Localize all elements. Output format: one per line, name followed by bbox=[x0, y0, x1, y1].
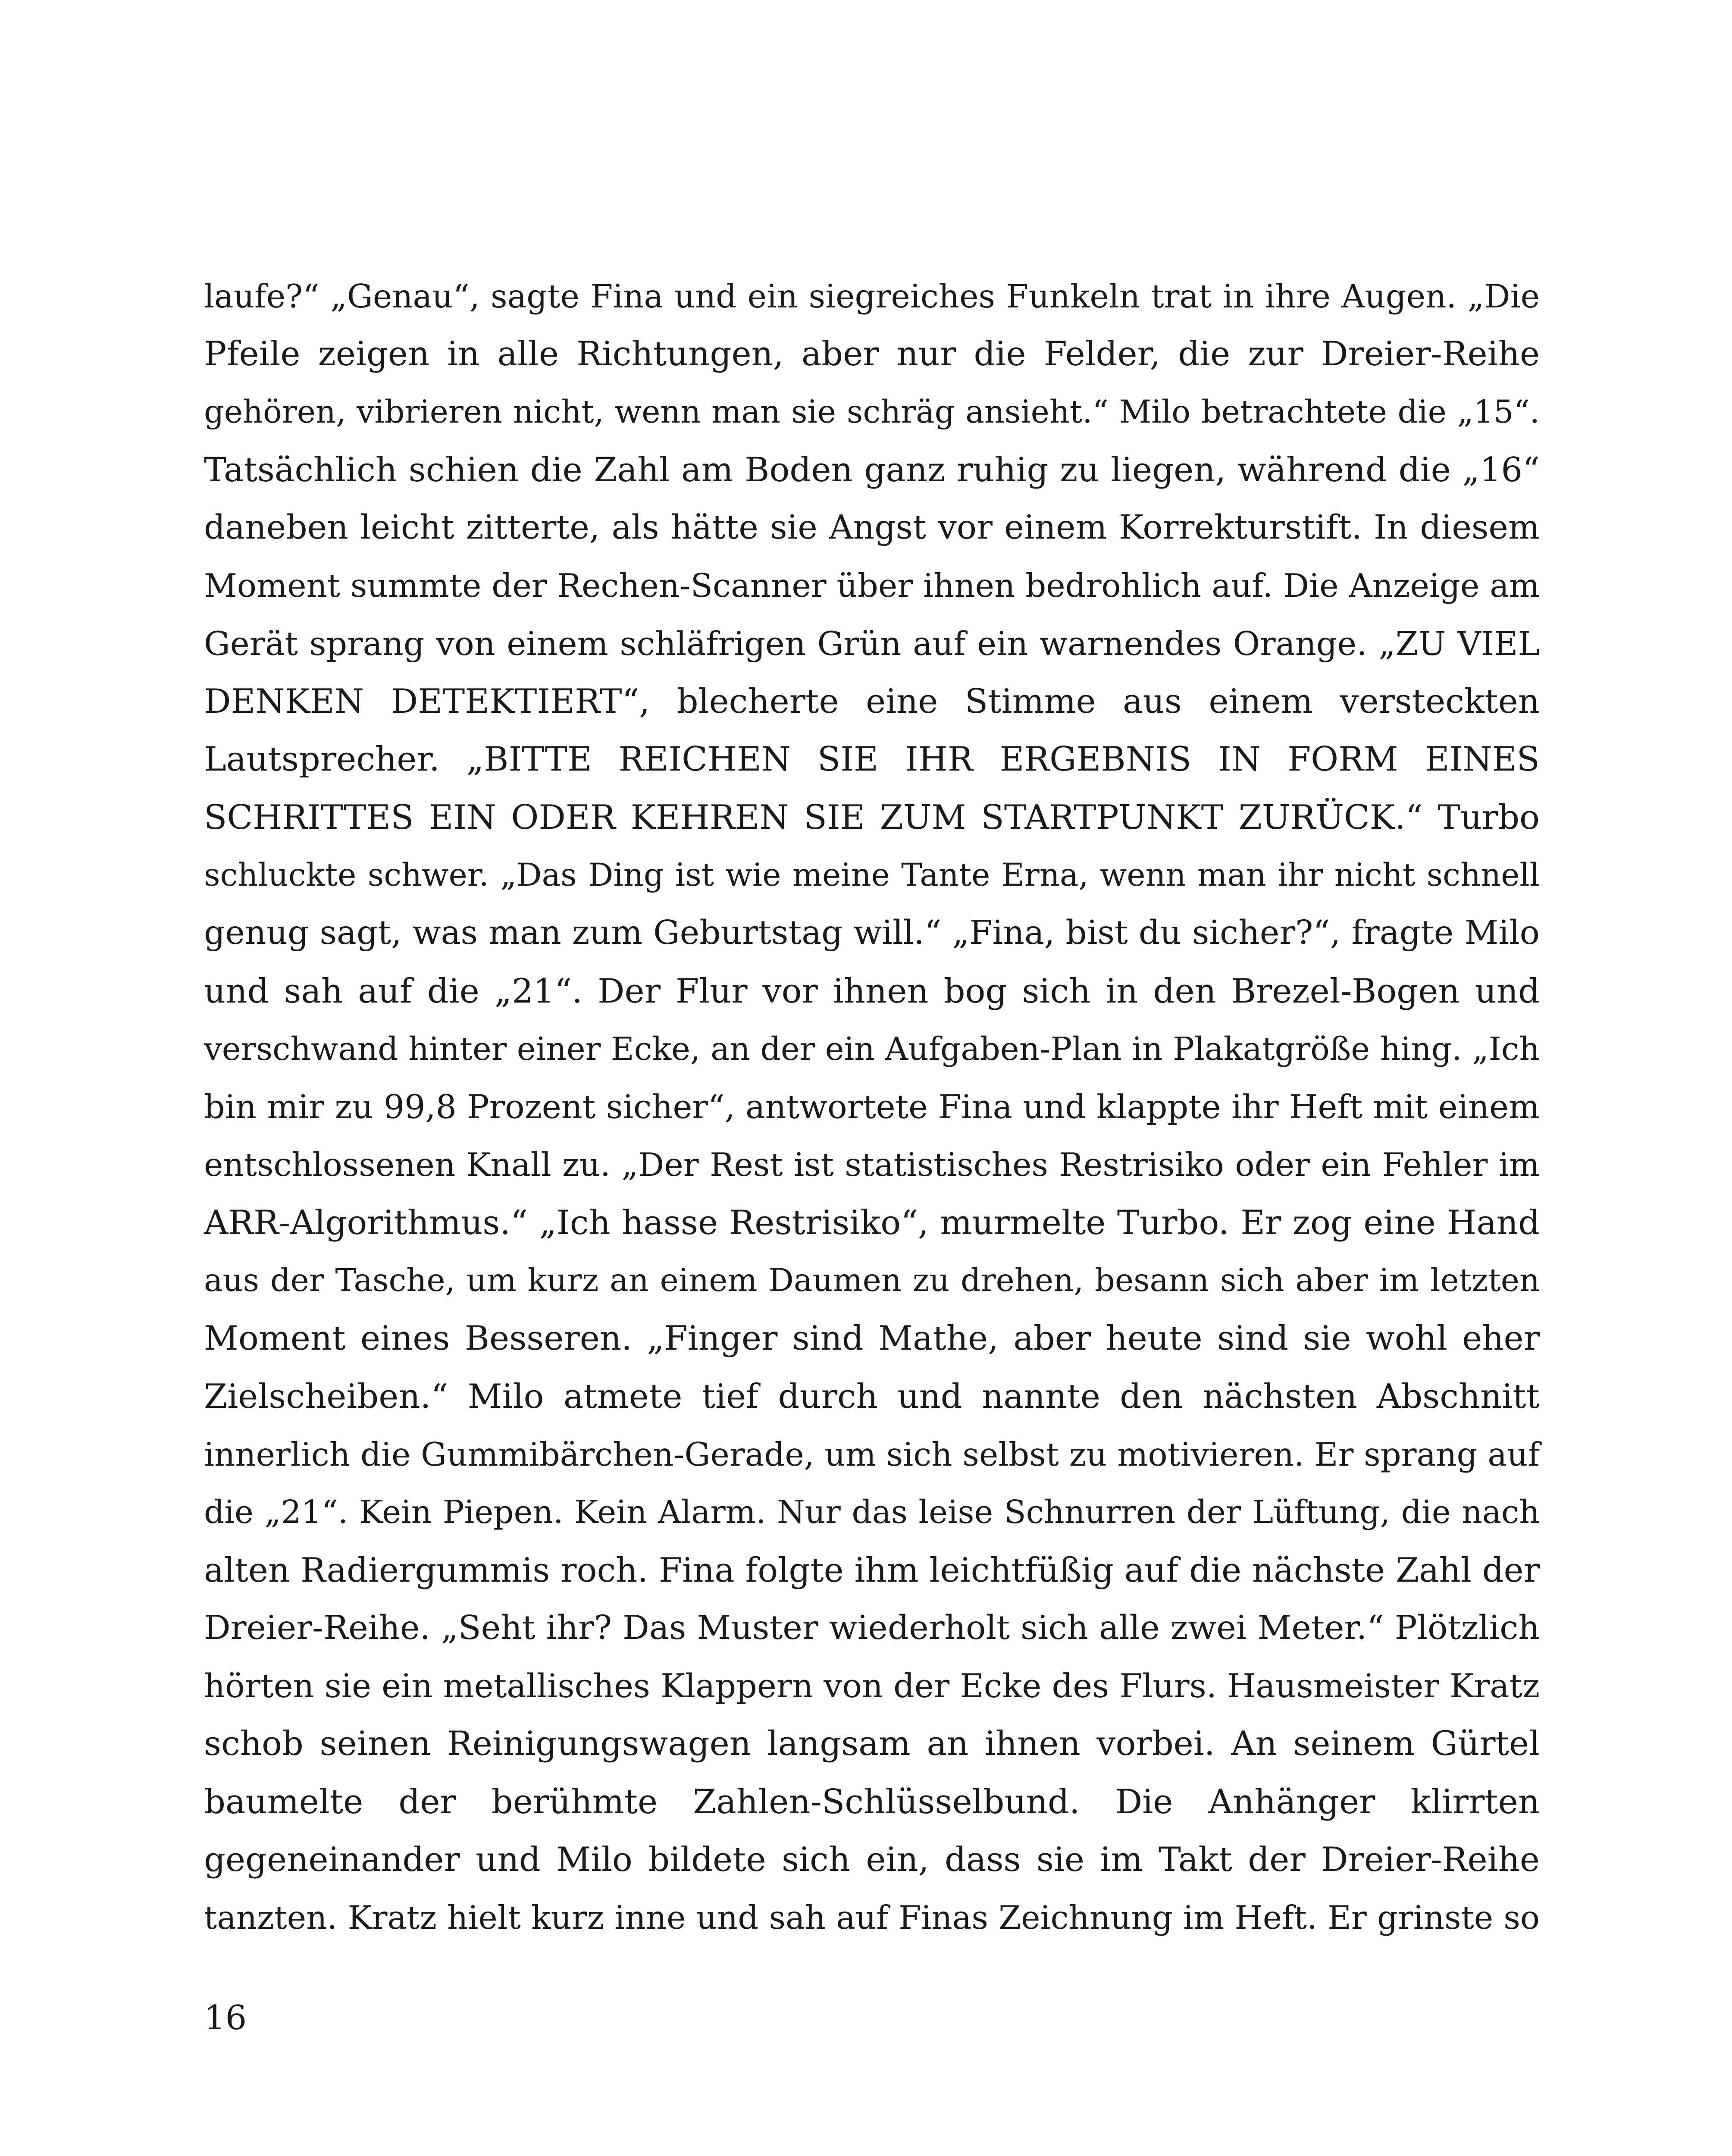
text-line: Moment summte der Rechen-Scanner über ihnen bedrohlich auf. Die Anzeige am bbox=[204, 567, 1540, 605]
text-line: Moment eines Besseren. „Finger sind Mathe, aber heute sind sie wohl eher bbox=[204, 1319, 1540, 1358]
text-line: verschwand hinter einer Ecke, an der ein Aufgaben-Plan in Plakatgröße hing. „Ich bbox=[204, 1030, 1540, 1068]
text-line: und sah auf die „21“. Der Flur vor ihnen bog sich in den Brezel-Bogen und bbox=[204, 971, 1540, 1011]
text-line: gegeneinander und Milo bildete sich ein, dass sie im Takt der Dreier-Reihe bbox=[204, 1840, 1540, 1880]
page-number: 16 bbox=[204, 1999, 247, 2037]
text-line: SCHRITTES EIN ODER KEHREN SIE ZUM STARTPUNKT ZURÜCK.“ Turbo bbox=[204, 798, 1540, 837]
text-line: Tatsächlich schien die Zahl am Boden ganz ruhig zu liegen, während die „16“ bbox=[204, 450, 1540, 489]
text-line: tanzten. Kratz hielt kurz inne und sah auf Finas Zeichnung im Heft. Er grinste so bbox=[204, 1899, 1540, 1937]
text-line: die „21“. Kein Piepen. Kein Alarm. Nur das leise Schnurren der Lüftung, die nach bbox=[204, 1494, 1540, 1531]
text-line: innerlich die Gummibärchen-Gerade, um sich selbst zu motivieren. Er sprang auf bbox=[204, 1435, 1540, 1473]
text-line: alten Radiergummis roch. Fina folgte ihm leichtfüßig auf die nächste Zahl der bbox=[204, 1551, 1540, 1590]
text-line: hörten sie ein metallisches Klappern von der Ecke des Flurs. Hausmeister Kratz bbox=[204, 1667, 1540, 1705]
text-line: Pfeile zeigen in alle Richtungen, aber nur die Felder, die zur Dreier-Reihe bbox=[204, 335, 1540, 374]
text-line: ARR-Algorithmus.“ „Ich hasse Restrisiko“, murmelte Turbo. Er zog eine Hand bbox=[204, 1203, 1540, 1242]
text-line: gehören, vibrieren nicht, wenn man sie schräg ansieht.“ Milo betrachtete die „15“. bbox=[204, 393, 1540, 430]
text-line: Dreier-Reihe. „Seht ihr? Das Muster wiederholt sich alle zwei Meter.“ Plötzlich bbox=[204, 1608, 1540, 1647]
body-text bbox=[204, 267, 1540, 1947]
text-line: laufe?“ „Genau“, sagte Fina und ein siegreiches Funkeln trat in ihre Augen. „Die bbox=[204, 277, 1540, 315]
text-line: baumelte der berühmte Zahlen-Schlüsselbund. Die Anhänger klirrten bbox=[204, 1782, 1540, 1821]
text-line: schluckte schwer. „Das Ding ist wie meine Tante Erna, wenn man ihr nicht schnell bbox=[204, 856, 1540, 893]
text-line: bin mir zu 99,8 Prozent sicher“, antwortete Fina und klappte ihr Heft mit einem bbox=[204, 1087, 1540, 1126]
text-line: entschlossenen Knall zu. „Der Rest ist statistisches Restrisiko oder ein Fehler im bbox=[204, 1146, 1540, 1184]
text-line: schob seinen Reinigungswagen langsam an ihnen vorbei. An seinem Gürtel bbox=[204, 1724, 1540, 1764]
text-line: daneben leicht zitterte, als hätte sie Angst vor einem Korrekturstift. In diesem bbox=[204, 508, 1540, 547]
text-line: DENKEN DETEKTIERT“, blecherte eine Stimme aus einem versteckten bbox=[204, 682, 1540, 721]
text-line: aus der Tasche, um kurz an einem Daumen zu drehen, besann sich aber im letzten bbox=[204, 1262, 1540, 1299]
text-line: Gerät sprang von einem schläfrigen Grün auf ein warnendes Orange. „ZU VIEL bbox=[204, 624, 1540, 663]
text-line: Zielscheiben.“ Milo atmete tief durch und nannte den nächsten Abschnitt bbox=[204, 1377, 1540, 1416]
text-line: genug sagt, was man zum Geburtstag will.“ „Fina, bist du sicher?“, fragte Milo bbox=[204, 914, 1540, 953]
text-line: Lautsprecher. „BITTE REICHEN SIE IHR ERGEBNIS IN FORM EINES bbox=[204, 740, 1540, 779]
